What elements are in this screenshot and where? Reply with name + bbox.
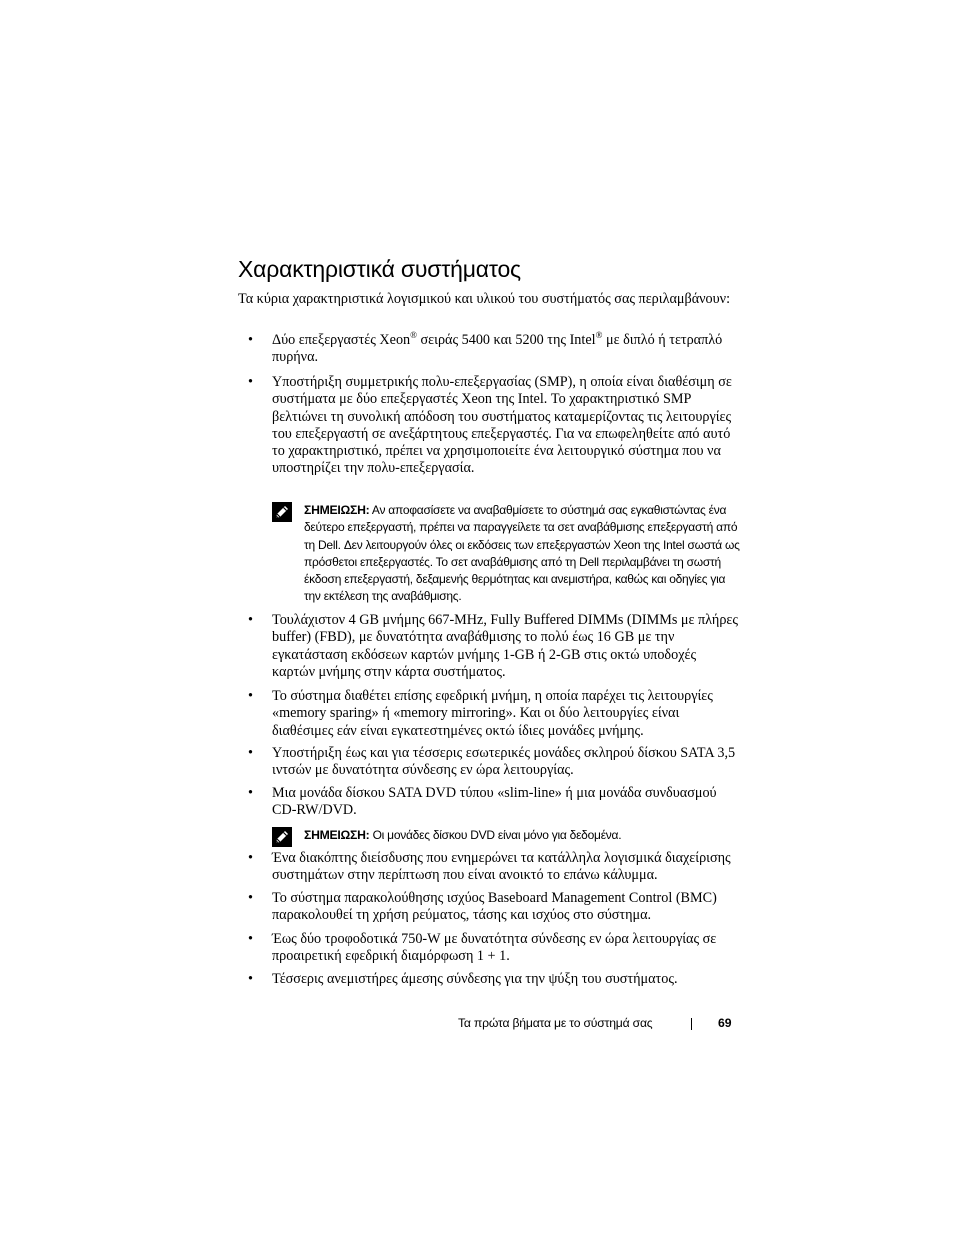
item-text-part: σειράς 5400 και 5200 της Intel: [416, 332, 596, 348]
note-body: [304, 827, 740, 844]
item-text-part: με διπλό ή τετραπλό πυρήνα.: [272, 332, 723, 366]
bullet: •: [248, 374, 253, 390]
bullet: •: [248, 745, 253, 761]
page-number: 69: [718, 1016, 732, 1030]
note-label: ΣΗΜΕΙΩΣΗ:: [304, 503, 370, 517]
bullet: •: [248, 971, 253, 987]
list-item-text: Υποστήριξη συμμετρικής πολυ-επεξεργασίας (SMP), η οποία είναι διαθέσιμη σε συστήματα με δύο επεξεργαστές Xeon της Intel. Το χαρακτηριστικό SMP βελτιώνει τη συνολική απόδοση του συστήματος καταμερίζοντας τις λειτουργίες του επεξεργαστή σε ανεξάρτητους επεξεργαστές. Για να επωφεληθείτε από αυτό το χαρακτηριστικό, πρέπει να χρησιμοποιείτε ένα λειτουργικό σύστημα που να υποστηρίζει την πολυ-επεξεργασία.: [272, 374, 732, 477]
section-heading: Χαρακτηριστικά συστήματος: [238, 256, 521, 282]
list-item-text: Τουλάχιστον 4 GB μνήμης 667-MHz, Fully Buffered DIMMs (DIMMs με πλήρες buffer) (FBD), με δυνατότητα αναβάθμισης το πολύ έως 16 GB με την εγκατάσταση εκδόσεων καρτών μνήμης 1-GB ή 2-GB στις οκτώ υποδοχές καρτών μνήμης στην κάρτα συστήματος.: [272, 612, 739, 680]
footer-chapter-title: Τα πρώτα βήματα με το σύστημά σας: [458, 1016, 653, 1030]
list-item-text: Μια μονάδα δίσκου SATA DVD τύπου «slim-line» ή μια μονάδα συνδυασμού CD-RW/DVD.: [272, 785, 717, 819]
bullet: •: [248, 850, 253, 866]
note-text: Αν αποφασίσετε να αναβαθμίσετε το σύστημά σας εγκαθιστώντας ένα δεύτερο επεξεργαστή, πρέπει να παραγγείλετε τα σετ αναβάθμισης επεξεργαστή από τη Dell. Δεν λειτουργούν όλες οι εκδόσεις των επεξεργαστών Xeon της Intel σωστά ως πρόσθετοι επεξεργαστές. Το σετ αναβάθμισης από τη Dell περιλαμβάνει τη σωστή έκδοση επεξεργαστή, δεξαμενής θερμότητας και ανεμιστήρα, καθώς και οδηγίες για την εκτέλεση της αναβάθμισης.: [304, 503, 740, 604]
registered-mark: ®: [595, 330, 603, 340]
list-item-text: Τέσσερις ανεμιστήρες άμεσης σύνδεσης για την ψύξη του συστήματος.: [272, 971, 678, 987]
footer-separator: [691, 1018, 692, 1030]
item-text-part: Δύο επεξεργαστές Xeon: [272, 332, 411, 348]
bullet: •: [248, 688, 253, 704]
pencil-note-icon: [272, 502, 292, 522]
note-label: ΣΗΜΕΙΩΣΗ:: [304, 828, 370, 842]
list-item-text: [272, 332, 738, 367]
bullet: •: [248, 785, 253, 801]
bullet: •: [248, 931, 253, 947]
pencil-note-icon: [272, 827, 292, 847]
registered-mark: ®: [410, 330, 417, 340]
note-body: [304, 502, 740, 606]
bullet: •: [248, 612, 253, 628]
list-item-text: Υποστήριξη έως και για τέσσερις εσωτερικές μονάδες σκληρού δίσκου SATA 3,5 ιντσών με δυνατότητα σύνδεσης εν ώρα λειτουργίας.: [272, 745, 736, 779]
note-text: Οι μονάδες δίσκου DVD είναι μόνο για δεδομένα.: [369, 828, 622, 842]
list-item-text: Ένα διακόπτης διείσδυσης που ενημερώνει τα κατάλληλα λογισμικά διαχείρισης συστημάτων στην περίπτωση που είναι ανοικτό το επάνω κάλυμμα.: [272, 850, 731, 884]
bullet: •: [248, 332, 253, 348]
list-item-text: Το σύστημα παρακολούθησης ισχύος Baseboard Management Control (BMC) παρακολουθεί τη χρήση ρεύματος, τάσης και ισχύος στο σύστημα.: [272, 890, 717, 924]
list-item-text: Το σύστημα διαθέτει επίσης εφεδρική μνήμη, η οποία παρέχει τις λειτουργίες «memory sparing» ή «memory mirroring». Και οι δύο λειτουργίες είναι διαθέσιμες εάν είναι εγκατεστημένες οκτώ ίδιες μονάδες μνήμης.: [272, 688, 713, 739]
list-item-text: Έως δύο τροφοδοτικά 750-W με δυνατότητα σύνδεσης εν ώρα λειτουργίας σε προαιρετική εφεδρική διαμόρφωση 1 + 1.: [272, 931, 717, 965]
intro-paragraph: Τα κύρια χαρακτηριστικά λογισμικού και υλικού του συστήματός σας περιλαμβάνουν:: [238, 291, 731, 307]
bullet: •: [248, 890, 253, 906]
